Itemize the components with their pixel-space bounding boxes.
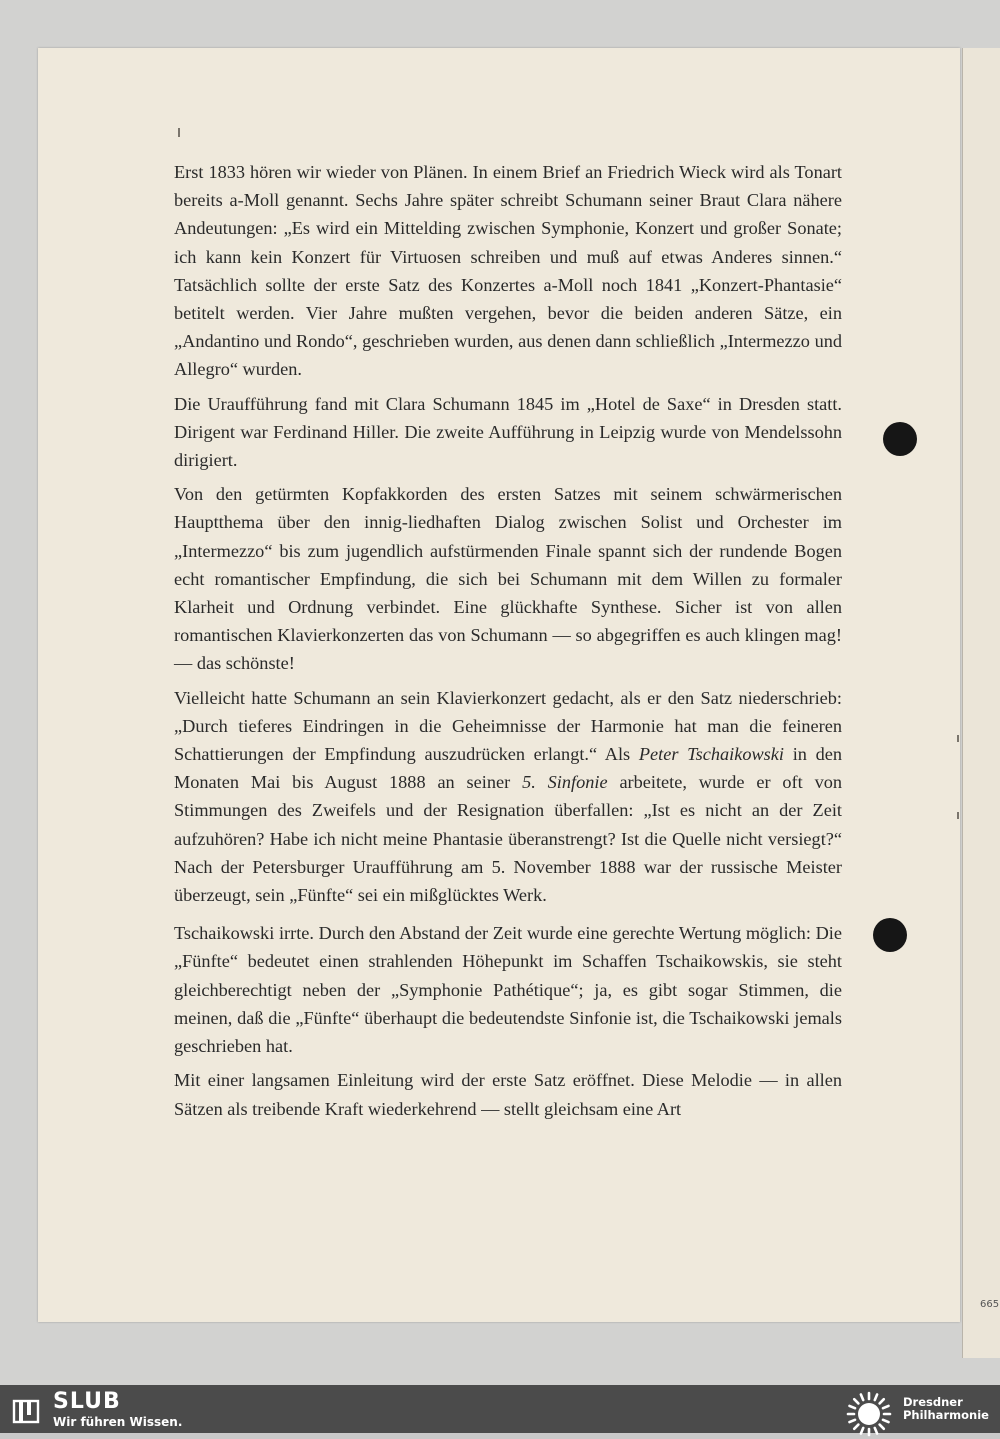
- philharmonie-logo-icon[interactable]: [844, 1389, 894, 1439]
- punch-hole: [883, 422, 917, 456]
- slub-name[interactable]: SLUB: [53, 1389, 121, 1414]
- adjacent-page-edge: [962, 48, 1000, 1358]
- philharmonie-name-line: Dresdner: [903, 1395, 963, 1409]
- paragraph: [174, 684, 842, 910]
- paragraph: Tschaikowski irrte. Durch den Abstand der Zeit wurde eine gerechte Wertung möglich: Die „Fünfte“ bedeutet einen strahlenden Höhepunkt im Schaffen Tschaikowskis, sie steht gleichberechtigt neben der „Symphonie Pathétique“; ja, es gibt sogar Stimmen, die meinen, daß die „Fünfte“ überhaupt die bedeutendste Sinfonie ist, die Tschaikowski jemals geschrieben hat.: [174, 923, 842, 1057]
- philharmonie-name[interactable]: [903, 1396, 989, 1422]
- paragraph: Die Uraufführung fand mit Clara Schumann 1845 im „Hotel de Saxe“ in Dresden statt. Dirigent war Ferdinand Hiller. Die zweite Aufführung in Leipzig wurde von Mendelssohn dirigiert.: [174, 393, 842, 471]
- composer-name: Peter Tschaikowski: [638, 744, 784, 765]
- document-text: [174, 158, 842, 1129]
- philharmonie-name-line: Philharmonie: [903, 1408, 989, 1422]
- viewer-footer: [0, 1385, 1000, 1433]
- page-number: 665: [980, 1299, 1000, 1310]
- paragraph-text: arbeitete, wurde er oft von Stimmungen des Zweifels und der Resignation überfallen: „Ist es nicht an der Zeit aufzuhören? Habe ich nicht meine Phantasie überanstrengt? Ist die Quelle nicht versiegt?“ Nach der Petersburger Uraufführung am 5. November 1888 war der russische Meister überzeugt, sein „Fünfte“ sei ein mißglücktes Werk.: [174, 772, 842, 906]
- paragraph: Mit einer langsamen Einleitung wird der erste Satz eröffnet. Diese Melodie — in allen Sätzen als treibende Kraft wiederkehrend — stellt gleichsam eine Art: [174, 1070, 842, 1119]
- scan-mark: [178, 128, 180, 137]
- scan-mark: [957, 735, 959, 742]
- paragraph-text: in den Monaten Mai bis August 1888 an seiner: [174, 744, 842, 793]
- scan-mark: [957, 812, 959, 819]
- slub-logo-icon[interactable]: [12, 1398, 40, 1424]
- slub-tagline: Wir führen Wissen.: [53, 1415, 183, 1429]
- work-title: 5. Sinfonie: [522, 772, 608, 793]
- paragraph-text: Vielleicht hatte Schumann an sein Klavierkonzert gedacht, als er den Satz niederschrieb: „Durch tieferes Eindringen in die Geheimnisse der Harmonie hat man die feineren Schattierungen der Empfindung auszudrücken erlangt.“ Als: [174, 687, 842, 765]
- paragraph: Von den getürmten Kopfakkorden des ersten Satzes mit seinem schwärmerischen Hauptthema über den innig-liedhaften Dialog zwischen Solist und Orchester im „Intermezzo“ bis zum jugendlich aufstürmenden Finale spannt sich der rundende Bogen echt romantischer Empfindung, die sich bei Schumann mit dem Willen zu formaler Klarheit und Ordnung verbindet. Eine glückhafte Synthese. Sicher ist von allen romantischen Klavierkonzerten das von Schumann — so abgegriffen es auch klingen mag! — das schönste!: [174, 484, 842, 674]
- paragraph: Erst 1833 hören wir wieder von Plänen. In einem Brief an Friedrich Wieck wird als Tonart bereits a-Moll genannt. Sechs Jahre später schreibt Schumann seiner Braut Clara nähere Andeutungen: „Es wird ein Mittelding zwischen Symphonie, Konzert und großer Sonate; ich kann kein Konzert für Virtuosen schreiben und muß auf etwas Anderes sinnen.“ Tatsächlich sollte der erste Satz des Konzertes a-Moll noch 1841 „Konzert-Phantasie“ betitelt werden. Vier Jahre mußten vergehen, bevor die beiden anderen Sätze, ein „Andantino und Rondo“, geschrieben wurden, aus denen dann schließlich „Intermezzo und Allegro“ wurden.: [174, 162, 842, 380]
- punch-hole: [873, 918, 907, 952]
